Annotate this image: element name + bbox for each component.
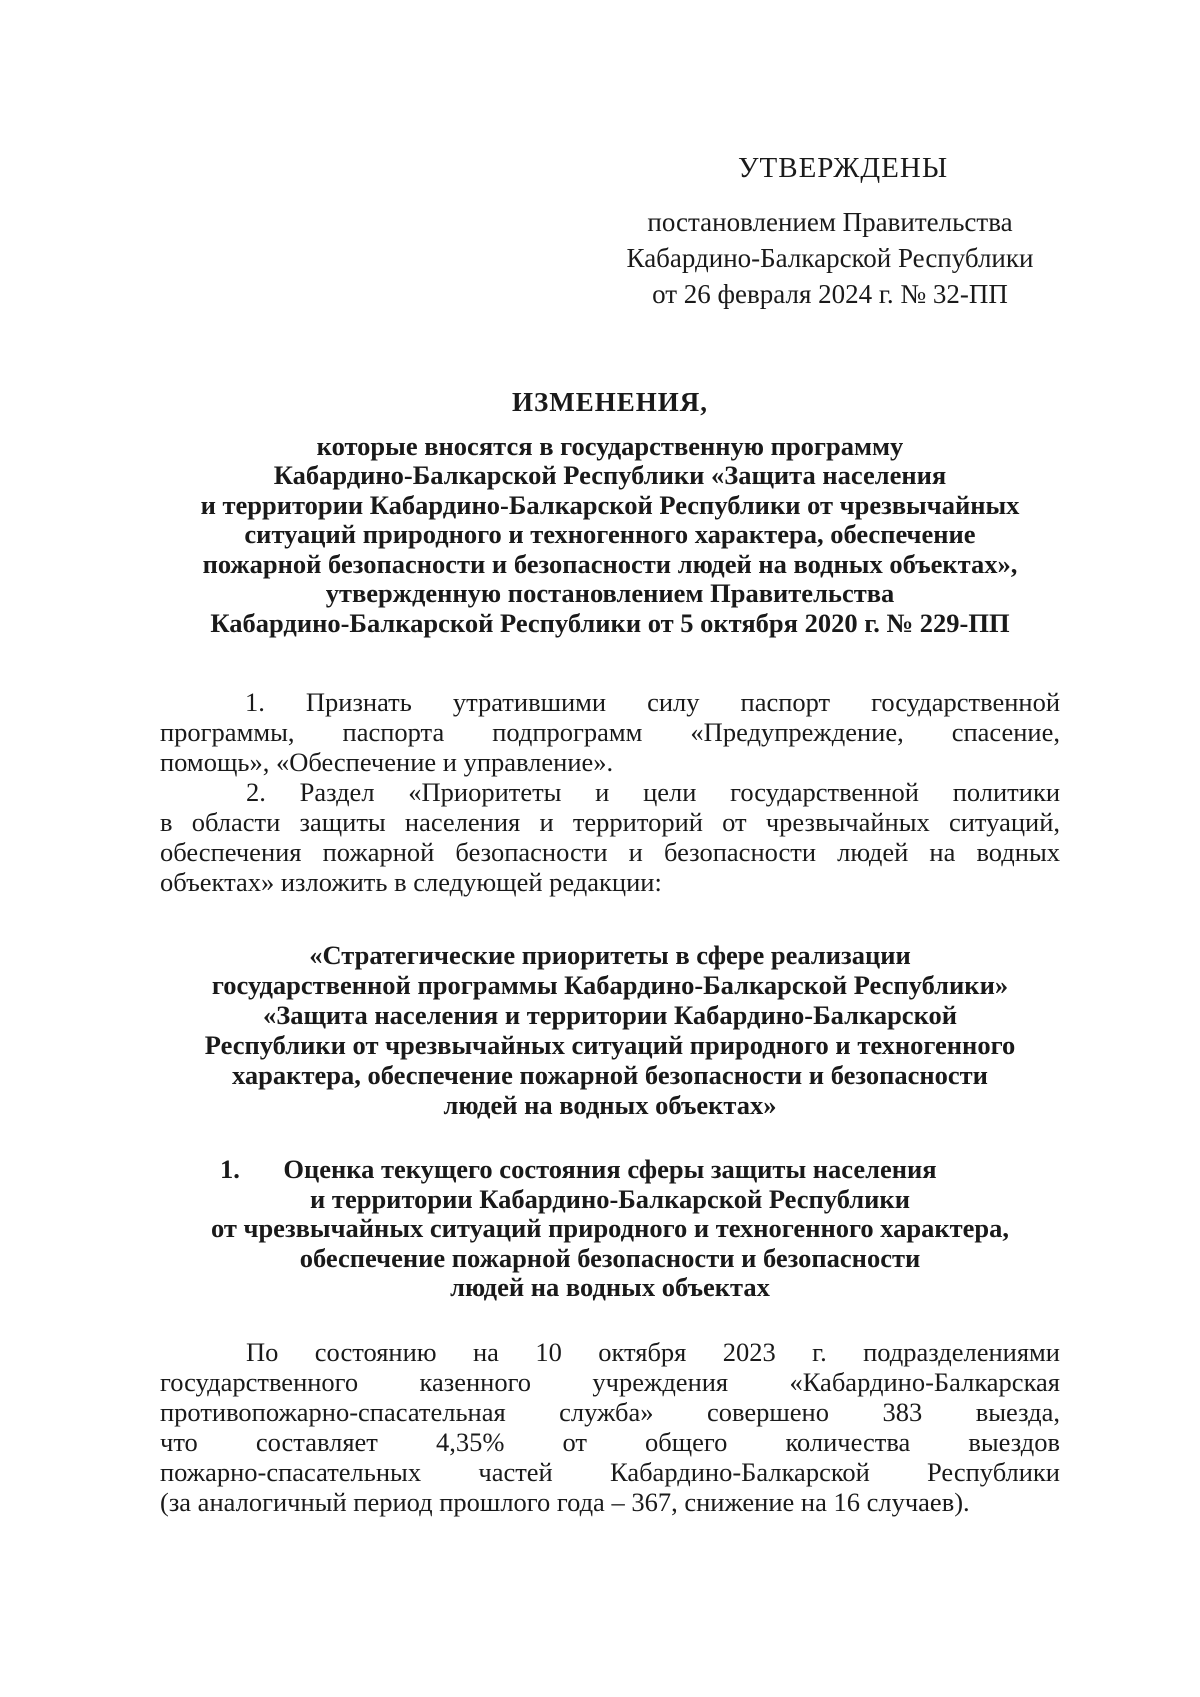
subheading-line: людей на водных объектах»: [443, 1090, 777, 1120]
title-line: Кабардино-Балкарской Республики от 5 октября 2020 г. № 229-ПП: [210, 607, 1010, 638]
paragraph-line: в области защиты населения и территорий от чрезвычайных ситуаций,: [160, 807, 1060, 837]
paragraph-line: программы, паспорта подпрограмм «Предупреждение, спасение,: [160, 717, 1060, 747]
paragraph-line: По состоянию на 10 октября 2023 г. подразделениями: [246, 1337, 1060, 1367]
title-main: ИЗМЕНЕНИЯ,: [511, 387, 708, 417]
paragraph-line: 2. Раздел «Приоритеты и цели государственной политики: [246, 777, 1060, 807]
title-line: пожарной безопасности и безопасности людей на водных объектах»,: [202, 548, 1018, 579]
title-line: и территории Кабардино-Балкарской Республики от чрезвычайных: [200, 489, 1020, 520]
section-heading-line: обеспечение пожарной безопасности и безопасности: [299, 1242, 921, 1273]
subheading-line: государственной программы Кабардино-Балкарской Республики»: [211, 970, 1009, 1000]
approval-line: Кабардино-Балкарской Республики: [626, 243, 1034, 273]
title-line: которые вносятся в государственную программу: [316, 430, 904, 461]
approval-line: от 26 февраля 2024 г. № 32-ПП: [652, 279, 1008, 309]
subheading-line: характера, обеспечение пожарной безопасности и безопасности: [232, 1060, 988, 1090]
paragraph-line: (за аналогичный период прошлого года – 367, снижение на 16 случаев).: [160, 1487, 970, 1517]
paragraph-line: 1. Признать утратившими силу паспорт государственной: [245, 687, 1060, 717]
paragraph-line: объектах» изложить в следующей редакции:: [160, 867, 662, 897]
paragraph-line: помощь», «Обеспечение и управление».: [160, 747, 614, 777]
approval-stamp-block: [600, 150, 1060, 312]
body-paragraphs: [160, 687, 1060, 897]
title-line: Кабардино-Балкарской Республики «Защита населения: [273, 460, 947, 490]
title-line: ситуаций природного и техногенного характера, обеспечение: [244, 519, 976, 549]
strategic-priorities-heading: [160, 940, 1060, 1120]
subheading-line: «Защита населения и территории Кабардино-Балкарской: [262, 1000, 958, 1030]
section-heading-line: от чрезвычайных ситуаций природного и техногенного характера,: [210, 1213, 1010, 1243]
title-line: утвержденную постановлением Правительства: [325, 578, 895, 608]
paragraph-line: пожарно-спасательных частей Кабардино-Балкарской Республики: [160, 1457, 1060, 1487]
section-heading-line: Оценка текущего состояния сферы защиты населения: [283, 1154, 937, 1184]
document-title: [160, 388, 1060, 638]
subheading-line: Республики от чрезвычайных ситуаций природного и техногенного: [204, 1030, 1016, 1060]
subheading-line: «Стратегические приоритеты в сфере реализации: [309, 940, 911, 970]
paragraph-line: государственного казенного учреждения «Кабардино-Балкарская: [160, 1367, 1060, 1397]
paragraph-line: обеспечения пожарной безопасности и безопасности людей на водных: [160, 837, 1060, 867]
section-heading-line: людей на водных объектах: [450, 1272, 770, 1302]
section-1-body: [160, 1337, 1060, 1517]
approval-line: постановлением Правительства: [647, 207, 1013, 237]
section-1-heading: [160, 1155, 1060, 1303]
paragraph-line: что составляет 4,35% от общего количества выездов: [160, 1427, 1060, 1457]
section-heading-line: и территории Кабардино-Балкарской Республики: [310, 1183, 910, 1214]
approval-heading: УТВЕРЖДЕНЫ: [738, 152, 949, 184]
section-number: 1.: [220, 1154, 240, 1184]
paragraph-line: противопожарно-спасательная служба» совершено 383 выезда,: [160, 1397, 1060, 1427]
paragraph-3: [160, 1337, 1060, 1517]
paragraph-1: [160, 687, 1060, 777]
paragraph-2: [160, 777, 1060, 897]
